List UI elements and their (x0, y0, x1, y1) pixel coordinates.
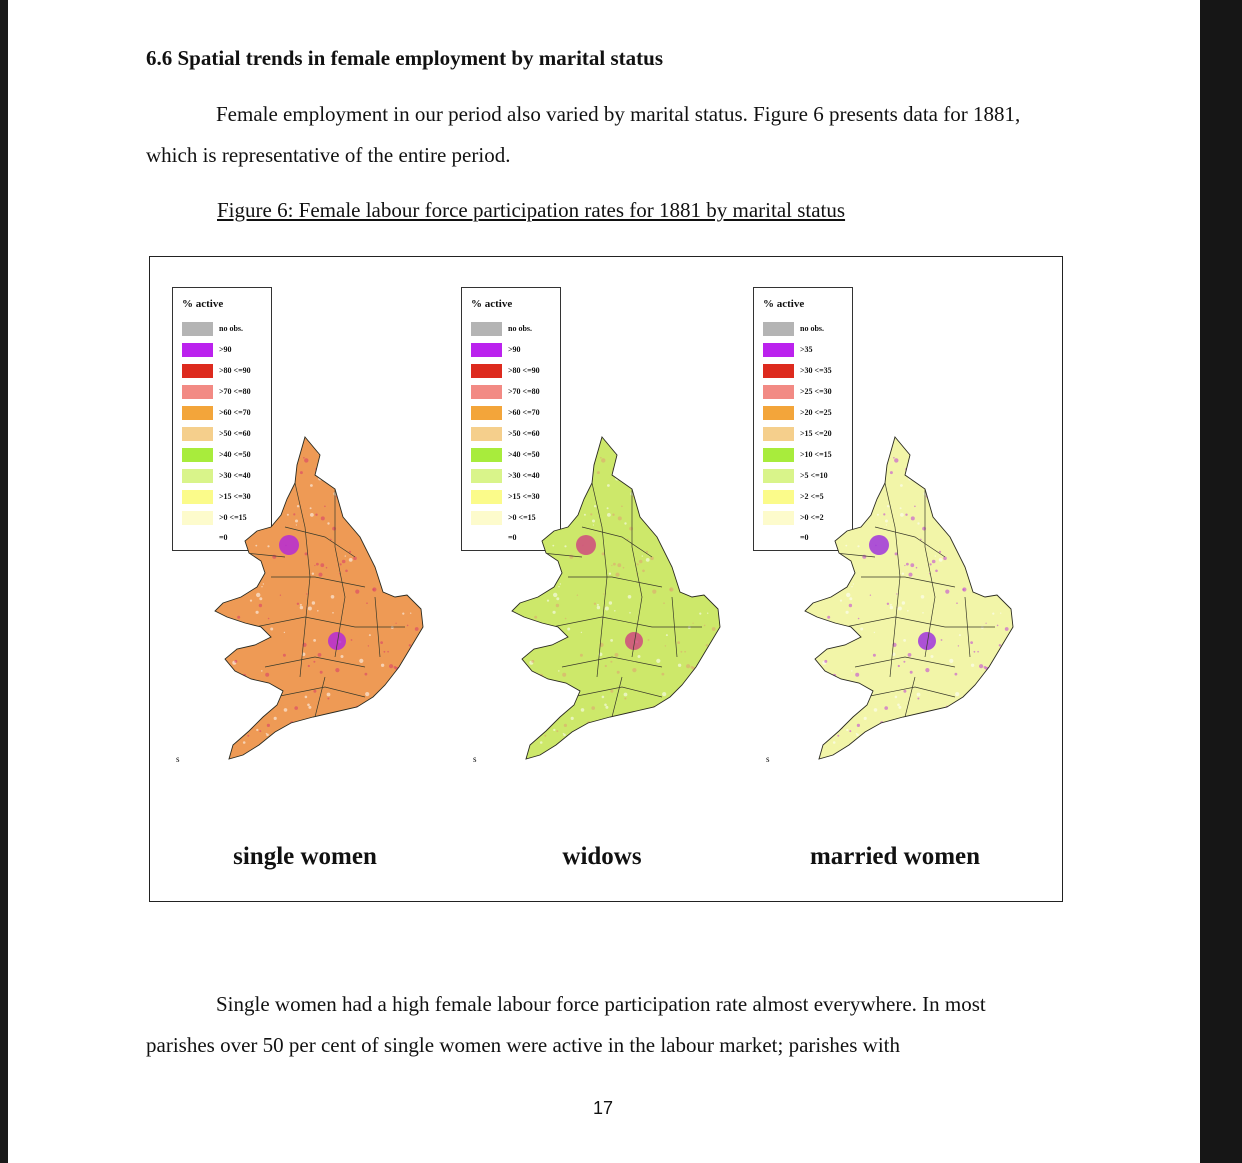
figure-caption: Figure 6: Female labour force participation rates for 1881 by marital status (217, 198, 846, 222)
legend-row (182, 322, 272, 336)
legend-row (471, 406, 561, 420)
legend-label: >35 (800, 345, 813, 354)
legend-row (182, 364, 272, 378)
paragraph-2-text: Single women had a high female labour force participation rate almost everywhere. In most parishes over 50 per cent of single women were active in the labour market; parishes with (146, 992, 986, 1057)
legend-row (763, 343, 853, 357)
map-landmass (805, 437, 1013, 759)
legend-title: % active (182, 298, 224, 310)
legend-label: >2 <=5 (800, 492, 824, 501)
legend-row (763, 406, 853, 420)
legend-label: >50 <=60 (219, 429, 251, 438)
legend-zero-label: =0 (800, 533, 809, 542)
legend-label: >70 <=80 (219, 387, 251, 396)
panel-label-married-women: married women (809, 843, 981, 870)
legend-label: >70 <=80 (508, 387, 540, 396)
legend-swatch (763, 343, 794, 357)
legend-label: no obs. (508, 324, 533, 333)
paragraph-1-text: Female employment in our period also varied by marital status. Figure 6 presents data for 1881, which is representative of the entire period. (146, 102, 1021, 167)
legend-swatch (763, 364, 794, 378)
map-single-women (185, 427, 445, 767)
legend-label: >40 <=50 (508, 450, 540, 459)
legend-swatch (763, 385, 794, 399)
map-hotspot (625, 632, 643, 650)
panel-widows (452, 257, 752, 903)
legend-title: % active (763, 298, 805, 310)
legend-swatch (763, 322, 794, 336)
legend-swatch (182, 364, 213, 378)
legend-swatch (182, 385, 213, 399)
legend-label: >60 <=70 (508, 408, 540, 417)
legend-swatch (471, 322, 502, 336)
section-heading: 6.6 Spatial trends in female employment by marital status (146, 46, 664, 70)
legend-row (763, 364, 853, 378)
legend-row (763, 322, 853, 336)
map-hotspot (869, 535, 889, 555)
map-hotspot (918, 632, 936, 650)
panel-single-women (155, 257, 455, 903)
north-mark: s (473, 754, 477, 764)
legend-row (471, 343, 561, 357)
page-number: 17 (593, 1098, 614, 1118)
legend-row (182, 385, 272, 399)
map-hotspot (279, 535, 299, 555)
legend-label: >0 <=15 (508, 513, 536, 522)
north-mark: s (176, 754, 180, 764)
legend-label: >90 (219, 345, 232, 354)
legend-label: >25 <=30 (800, 387, 832, 396)
legend-zero-label: =0 (219, 533, 228, 542)
legend-swatch (471, 385, 502, 399)
right-dark-margin (1200, 0, 1242, 1163)
legend-label: no obs. (219, 324, 244, 333)
paragraph-2 (146, 984, 1046, 1066)
legend-label: >0 <=2 (800, 513, 824, 522)
figure-6-box (149, 256, 1063, 902)
legend-label: >30 <=40 (219, 471, 251, 480)
legend-label: >15 <=20 (800, 429, 832, 438)
map-married-women (775, 427, 1035, 767)
legend-title: % active (471, 298, 513, 310)
legend-swatch (763, 406, 794, 420)
legend-label: >90 (508, 345, 521, 354)
legend-row (471, 322, 561, 336)
legend-row (763, 385, 853, 399)
legend-label: >80 <=90 (219, 366, 251, 375)
legend-label: >5 <=10 (800, 471, 828, 480)
legend-row (471, 385, 561, 399)
legend-swatch (471, 343, 502, 357)
left-dark-margin (0, 0, 8, 1163)
legend-label: >50 <=60 (508, 429, 540, 438)
legend-row (182, 406, 272, 420)
map-landmass (512, 437, 720, 759)
map-hotspot (328, 632, 346, 650)
legend-label: >20 <=25 (800, 408, 832, 417)
legend-label: >60 <=70 (219, 408, 251, 417)
panel-label-widows: widows (562, 843, 642, 870)
panel-label-single-women: single women (233, 843, 377, 870)
legend-label: >80 <=90 (508, 366, 540, 375)
legend-swatch (471, 406, 502, 420)
legend-zero-label: =0 (508, 533, 517, 542)
map-widows (482, 427, 742, 767)
legend-label: >15 <=30 (508, 492, 540, 501)
paragraph-1 (146, 94, 1046, 176)
panel-married-women (745, 257, 1045, 903)
legend-label: >10 <=15 (800, 450, 832, 459)
legend-row (471, 364, 561, 378)
legend-swatch (182, 343, 213, 357)
legend-swatch (182, 322, 213, 336)
legend-row (182, 343, 272, 357)
map-hotspot (576, 535, 596, 555)
map-landmass (215, 437, 423, 759)
legend-label: >30 <=35 (800, 366, 832, 375)
legend-label: >30 <=40 (508, 471, 540, 480)
legend-swatch (471, 364, 502, 378)
legend-swatch (182, 406, 213, 420)
legend-label: >15 <=30 (219, 492, 251, 501)
legend-label: >40 <=50 (219, 450, 251, 459)
legend-label: >0 <=15 (219, 513, 247, 522)
north-mark: s (766, 754, 770, 764)
legend-label: no obs. (800, 324, 825, 333)
